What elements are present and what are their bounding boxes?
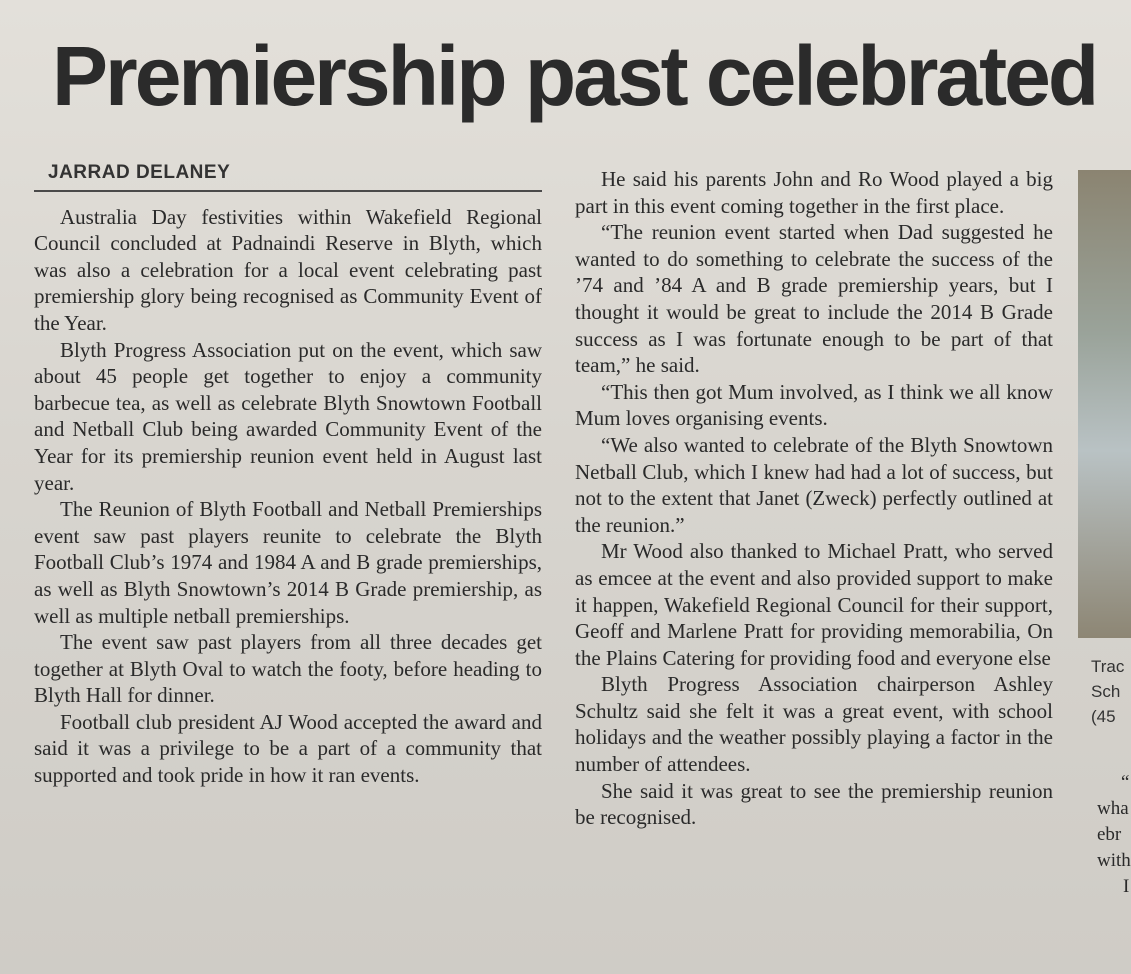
paragraph: Football club president AJ Wood accepted the award and said it was a privilege to be a part of a community that supported and took pride in how it ran events. — [34, 709, 542, 788]
paragraph: Blyth Progress Association put on the event, which saw about 45 people get together to enjoy a community barbecue tea, as well as celebrate Blyth Snowtown Football and Netball Club being awarded Community Event of the Year for its premiership reunion event held in August last year. — [34, 337, 542, 495]
caption-line: Trac — [1091, 657, 1125, 676]
paragraph: “The reunion event started when Dad suggested he wanted to do something to celebrate the success of the ’74 and ’84 A and B grade premiership years, but I thought it would be great to include the 2014 B Grade success as I was fortunate enough to be part of that team,” he said. — [575, 220, 1053, 378]
fragment-line: I — [1123, 876, 1130, 897]
paragraph: She said it was great to see the premiership reunion be recognised. — [575, 778, 1053, 830]
paragraph: Australia Day festivities within Wakefield Regional Council concluded at Padnaindi Reserve in Blyth, which was also a celebration for a local event celebrating past premiership glory being recognised as Community Event of the Year. — [34, 204, 542, 335]
caption-line: Sch — [1091, 682, 1121, 701]
article-photo — [1078, 170, 1131, 638]
headline: Premiership past celebrated — [52, 29, 1097, 123]
byline: JARRAD DELANEY — [34, 160, 542, 192]
paragraph: He said his parents John and Ro Wood played a big part in this event coming together in the first place. — [575, 167, 1053, 218]
article-column-middle — [575, 166, 1053, 831]
paragraph: “This then got Mum involved, as I think we all know Mum loves organising events. — [575, 379, 1053, 431]
fragment-line: with — [1097, 850, 1131, 871]
fragment-line: ebr — [1097, 824, 1122, 845]
adjacent-article-fragment — [1097, 770, 1131, 900]
caption-line: (45 — [1091, 707, 1116, 726]
paragraph: Mr Wood also thanked to Michael Pratt, who served as emcee at the event and also provided support to make it happen, Wakefield Regional Council for their support, Geoff and Marlene Pratt for providing memorabilia, On the Plains Catering for providing food and everyone else — [575, 539, 1053, 670]
paragraph: The Reunion of Blyth Football and Netball Premierships event saw past players reunite to celebrate the Blyth Football Club’s 1974 and 1984 A and B grade premierships, as well as Blyth Snowtown’s 2014 B Grade premiership, as well as multiple netball premierships. — [34, 497, 542, 628]
article-column-left — [34, 160, 542, 789]
photo-caption — [1091, 654, 1131, 729]
fragment-line: “ — [1121, 772, 1130, 793]
fragment-line: wha — [1097, 798, 1129, 819]
paragraph: “We also wanted to celebrate of the Blyth Snowtown Netball Club, which I knew had had a lot of success, but not to the extent that Janet (Zweck) perfectly outlined at the reunion.” — [575, 432, 1053, 537]
paragraph: Blyth Progress Association chairperson Ashley Schultz said she felt it was a great event, with school holidays and the weather possibly playing a factor in the number of attendees. — [575, 672, 1053, 777]
paragraph: The event saw past players from all three decades get together at Blyth Oval to watch the footy, before heading to Blyth Hall for dinner. — [34, 630, 542, 708]
